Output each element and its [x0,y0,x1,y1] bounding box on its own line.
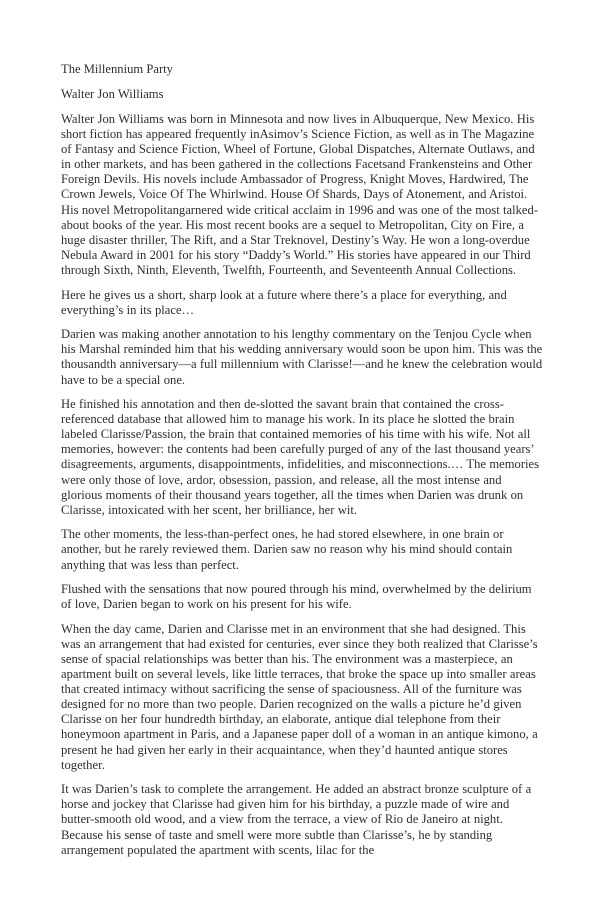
paragraph: Flushed with the sensations that now poured through his mind, overwhelmed by the delirium of love, Darien began to work on his present for his wife. [61,582,532,612]
paragraph: It was Darien’s task to complete the arrangement. He added an abstract bronze sculpture of a horse and jockey that Clarisse had given him for his birthday, a puzzle made of wire and butter-smooth old wood, and a view from the terrace, a view of Rio de Janeiro at night. Because his sense of taste and smell were more subtle than Clarisse’s, he by standing arrangement populated the apartment with scents, lilac for the [61,782,532,857]
story-title: The Millennium Party [61,62,173,76]
paragraph: When the day came, Darien and Clarisse met in an environment that she had designed. This was an arrangement that had existed for centuries, ever since they both realized that Clarisse’s sense of spacial relationships was better than his. The environment was a masterpiece, an apartment built on several levels, like little terraces, that broke the space up into smaller areas that created intimacy without sacrificing the sense of spaciousness. All of the furniture was designed for no more than two people. Darien recognized on the walls a picture he’d given Clarisse on her four hundredth birthday, an elaborate, antique dial telephone from their honeymoon apartment in Paris, and a Japanese paper doll of a woman in an antique kimono, a present he had given her early in their acquaintance, when they’d haunted antique stores together. [61,621,538,772]
document-page [61,62,545,867]
paragraph: Walter Jon Williams was born in Minnesota and now lives in Albuquerque, New Mexico. His short fiction has appeared frequently inAsimov’s Science Fiction, as well as in The Magazine of Fantasy and Science Fiction, Wheel of Fortune, Global Dispatches, Alternate Outlaws, and in other markets, and has been gathered in the collections Facetsand Frankensteins and Other Foreign Devils. His novels include Ambassador of Progress, Knight Moves, Hardwired, The Crown Jewels, Voice Of The Whirlwind. House Of Shards, Days of Atonement, and Aristoi. His novel Metropolitangarnered wide critical acclaim in 1996 and was one of the most talked-about books of the year. His most recent books are a sequel to Metropolitan, City on Fire, a huge disaster thriller, The Rift, and a Star Treknovel, Destiny’s Way. He won a long-overdue Nebula Award in 2001 for his story “Daddy’s World.” His stories have appeared in our Third through Sixth, Ninth, Eleventh, Twelfth, Fourteenth, and Seventeenth Annual Collections. [61,112,539,277]
paragraph: Here he gives us a short, sharp look at a future where there’s a place for everything, and everything’s in its place… [61,287,507,317]
story-body [61,112,545,858]
paragraph: Darien was making another annotation to his lengthy commentary on the Tenjou Cycle when his Marshal reminded him that his wedding anniversary would soon be upon him. This was the thousandth anniversary—a full millennium with Clarisse!—and he knew the celebration would have to be a special one. [61,327,543,387]
paragraph: He finished his annotation and then de-slotted the savant brain that contained the cross-referenced database that allowed him to manage his work. In its place he slotted the brain labeled Clarisse/Passion, the brain that contained memories of his time with his wife. Not all memories, however: the contents had been carefully purged of any of the last thousand years’ disagreements, arguments, disappointments, infidelities, and misconnections.… The memories were only those of love, ardor, obsession, passion, and release, all the most intense and glorious moments of their thousand years together, all the times when Darien was drunk on Clarisse, intoxicated with her scent, her brilliance, her wit. [61,397,540,517]
story-author: Walter Jon Williams [61,87,164,101]
paragraph: The other moments, the less-than-perfect ones, he had stored elsewhere, in one brain or another, but he rarely reviewed them. Darien saw no reason why his mind should contain anything that was less than perfect. [61,527,513,572]
